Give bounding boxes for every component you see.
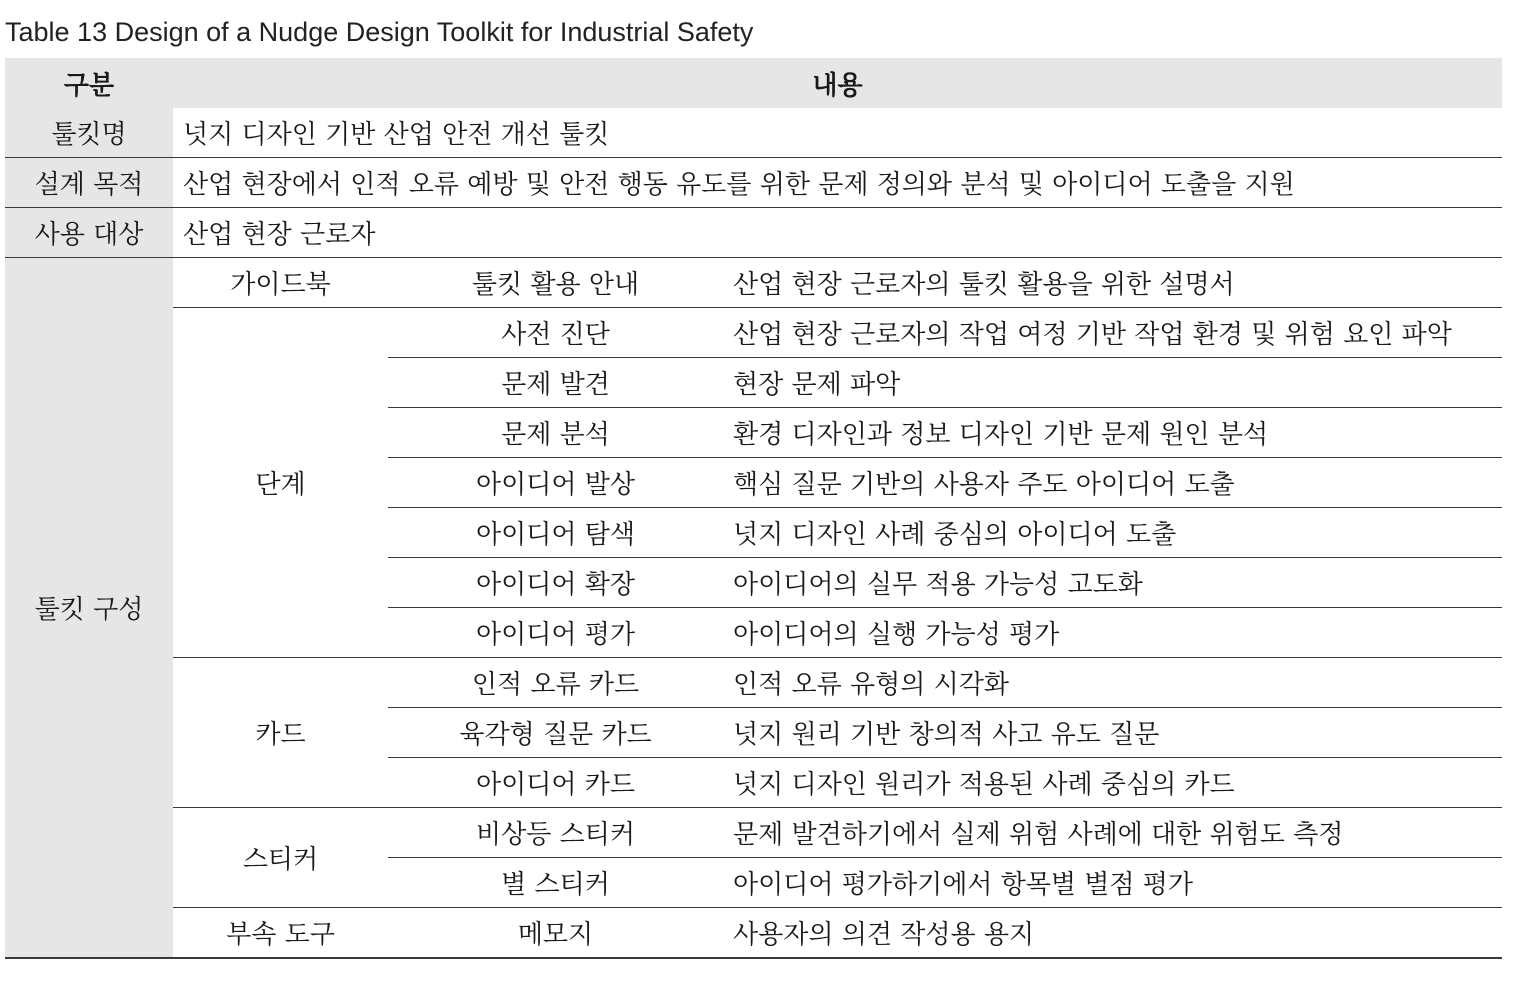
table-row [5, 158, 1502, 208]
item-description: 넛지 디자인 사례 중심의 아이디어 도출 [723, 508, 1502, 558]
item-name: 별 스티커 [388, 858, 723, 908]
table-caption: Table 13 Design of a Nudge Design Toolkit for Industrial Safety [5, 17, 754, 47]
item-description: 핵심 질문 기반의 사용자 주도 아이디어 도출 [723, 458, 1502, 508]
item-description: 문제 발견하기에서 실제 위험 사례에 대한 위험도 측정 [723, 808, 1502, 858]
item-name: 육각형 질문 카드 [388, 708, 723, 758]
item-description: 아이디어의 실무 적용 가능성 고도화 [723, 558, 1502, 608]
item-name: 아이디어 확장 [388, 558, 723, 608]
row-content: 넛지 디자인 기반 산업 안전 개선 툴킷 [173, 108, 1502, 158]
group-name: 스티커 [173, 808, 388, 908]
item-name: 아이디어 탐색 [388, 508, 723, 558]
item-name: 아이디어 발상 [388, 458, 723, 508]
item-name: 툴킷 활용 안내 [388, 258, 723, 308]
row-content: 산업 현장 근로자 [173, 208, 1502, 258]
table-row [5, 908, 1502, 959]
item-description: 현장 문제 파악 [723, 358, 1502, 408]
row-label: 사용 대상 [5, 208, 173, 258]
item-name: 문제 발견 [388, 358, 723, 408]
group-name: 부속 도구 [173, 908, 388, 959]
table-row [5, 208, 1502, 258]
row-label: 설계 목적 [5, 158, 173, 208]
table-row [5, 108, 1502, 158]
table-row [5, 258, 1502, 308]
header-category: 구분 [5, 58, 173, 108]
table-row [5, 308, 1502, 358]
item-description: 인적 오류 유형의 시각화 [723, 658, 1502, 708]
item-name: 메모지 [388, 908, 723, 959]
header-content: 내용 [173, 58, 1502, 108]
table-header-row [5, 58, 1502, 108]
group-name: 단계 [173, 308, 388, 658]
item-description: 아이디어 평가하기에서 항목별 별점 평가 [723, 858, 1502, 908]
group-name: 가이드북 [173, 258, 388, 308]
item-name: 문제 분석 [388, 408, 723, 458]
row-label: 툴킷명 [5, 108, 173, 158]
group-name: 카드 [173, 658, 388, 808]
table-row [5, 808, 1502, 858]
item-description: 산업 현장 근로자의 툴킷 활용을 위한 설명서 [723, 258, 1502, 308]
item-description: 넛지 원리 기반 창의적 사고 유도 질문 [723, 708, 1502, 758]
item-name: 비상등 스티커 [388, 808, 723, 858]
item-name: 인적 오류 카드 [388, 658, 723, 708]
item-description: 산업 현장 근로자의 작업 여정 기반 작업 환경 및 위험 요인 파악 [723, 308, 1502, 358]
item-name: 아이디어 카드 [388, 758, 723, 808]
item-description: 사용자의 의견 작성용 용지 [723, 908, 1502, 959]
item-name: 아이디어 평가 [388, 608, 723, 658]
table-row [5, 658, 1502, 708]
item-description: 환경 디자인과 정보 디자인 기반 문제 원인 분석 [723, 408, 1502, 458]
item-description: 넛지 디자인 원리가 적용된 사례 중심의 카드 [723, 758, 1502, 808]
item-name: 사전 진단 [388, 308, 723, 358]
row-content: 산업 현장에서 인적 오류 예방 및 안전 행동 유도를 위한 문제 정의와 분석 및 아이디어 도출을 지원 [173, 158, 1502, 208]
item-description: 아이디어의 실행 가능성 평가 [723, 608, 1502, 658]
toolkit-table [5, 58, 1502, 959]
composition-label: 툴킷 구성 [5, 258, 173, 959]
